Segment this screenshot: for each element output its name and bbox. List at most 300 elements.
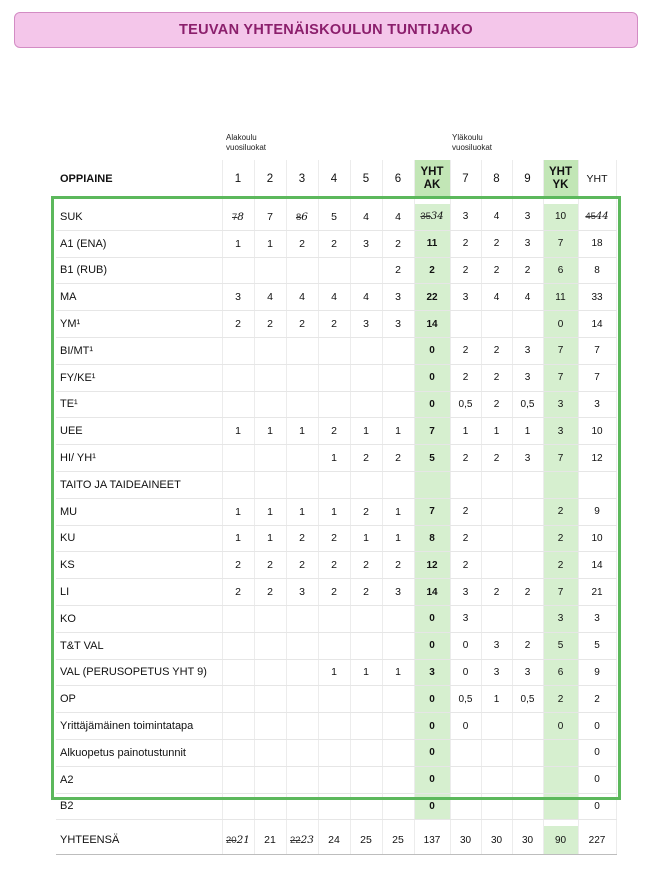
cell: 2 [318,311,350,338]
cell [350,257,382,284]
cell: 7 [578,364,616,391]
cell [254,391,286,418]
cell: 2 [481,579,512,606]
cell: 2 [481,230,512,257]
cell [481,766,512,793]
cell: 2 [382,552,414,579]
cell: 4 [481,284,512,311]
cell [414,204,450,230]
cell [481,311,512,338]
cell: 3 [450,284,481,311]
cell: 2 [481,364,512,391]
cell [382,391,414,418]
cell: 0,5 [450,391,481,418]
cell: 2 [286,525,318,552]
cell [382,713,414,740]
header-grade-1: 1 [222,160,254,198]
cell: 3 [543,391,578,418]
table-row [56,579,616,606]
cell: 18 [578,230,616,257]
cell: 0 [578,793,616,820]
cell [350,391,382,418]
cell [382,605,414,632]
cell [543,471,578,498]
cell [286,659,318,686]
cell: 33 [578,284,616,311]
cell: 3 [512,204,543,230]
cell [286,793,318,820]
cell: 9 [578,498,616,525]
subject-name: YM¹ [56,311,222,338]
cell: 4 [481,204,512,230]
cell: 0,5 [512,391,543,418]
cell: 7 [254,204,286,230]
cell: 2 [254,552,286,579]
table-row [56,364,616,391]
header-grade-5: 5 [350,160,382,198]
page-title: TEUVAN YHTENÄISKOULUN TUNTIJAKO [179,22,473,38]
cell: 2 [481,391,512,418]
cell: 2 [318,579,350,606]
header-yht: YHT [578,160,616,198]
cell [512,713,543,740]
cell: 4 [350,204,382,230]
total-row [56,826,616,855]
cell: 2 [450,552,481,579]
cell: 2 [450,337,481,364]
subject-name: T&T VAL [56,632,222,659]
table-row [56,257,616,284]
cell [286,364,318,391]
cell [222,793,254,820]
cell: 0 [414,713,450,740]
cell [382,766,414,793]
cell: 5 [414,445,450,472]
cell: 3 [350,230,382,257]
cell: 2 [382,445,414,472]
cell: 1 [254,230,286,257]
cell: 3 [222,284,254,311]
cell: 0 [450,713,481,740]
cell: 3 [382,284,414,311]
cell [318,471,350,498]
cell: 0 [414,739,450,766]
cell: 22 [414,284,450,311]
cell [318,391,350,418]
cell: 2 [450,498,481,525]
cell [350,364,382,391]
cell: 3 [481,659,512,686]
cell: 1 [286,498,318,525]
cell: 2 [450,364,481,391]
cell: 2 [481,257,512,284]
ylakoulu-group-label [452,133,492,153]
ylakoulu-sublabel: vuosiluokat [452,143,493,152]
cell: 1 [222,418,254,445]
cell: 0 [450,659,481,686]
table-row [56,766,616,793]
cell [286,686,318,713]
cell: 1 [382,418,414,445]
cell: 1 [222,525,254,552]
cell [382,471,414,498]
total-cell: 24 [318,826,350,855]
cell [318,257,350,284]
cell: 2 [512,632,543,659]
cell [578,471,616,498]
cell [350,337,382,364]
subject-name: HI/ YH¹ [56,445,222,472]
cell [318,766,350,793]
header-yht-ak [414,160,450,198]
header-grade-6: 6 [382,160,414,198]
subject-name: A1 (ENA) [56,230,222,257]
cell: 3 [382,311,414,338]
subject-name: Alkuopetus painotustunnit [56,739,222,766]
cell [382,686,414,713]
cell: 6 [543,659,578,686]
subject-name: FY/KE¹ [56,364,222,391]
cell: 2 [222,552,254,579]
cell: 2 [222,311,254,338]
subject-name: TE¹ [56,391,222,418]
cell: 10 [543,204,578,230]
cell: 2 [481,445,512,472]
crossed-out-value: 20 [226,835,237,847]
cell [286,204,318,230]
table-row [56,552,616,579]
crossed-out-value: 45 [585,211,596,223]
cell [512,311,543,338]
cell [481,713,512,740]
cell: 1 [382,498,414,525]
cell: 2 [350,498,382,525]
cell [350,766,382,793]
cell: 2 [318,418,350,445]
cell [222,391,254,418]
cell [578,204,616,230]
cell [254,686,286,713]
cell: 1 [382,659,414,686]
cell [350,739,382,766]
cell: 3 [382,579,414,606]
header-grade-7: 7 [450,160,481,198]
table-row [56,498,616,525]
subject-name: TAITO JA TAIDEAINEET [56,471,222,498]
cell: 0 [414,632,450,659]
cell [286,826,318,855]
crossed-out-value: 7 [232,211,238,223]
cell: 3 [450,204,481,230]
cell [350,605,382,632]
cell: 1 [350,659,382,686]
cell [286,632,318,659]
cell: 0 [414,391,450,418]
header-yht-ak-line1: YHT [420,165,444,178]
cell [414,471,450,498]
cell [350,632,382,659]
subject-name: VAL (PERUSOPETUS YHT 9) [56,659,222,686]
subject-name: KU [56,525,222,552]
table-row [56,391,616,418]
cell: 1 [350,525,382,552]
subject-name: LI [56,579,222,606]
cell [382,364,414,391]
cell [318,739,350,766]
cell: 12 [414,552,450,579]
cell: 2 [350,552,382,579]
handwritten-correction: 44 [595,211,609,223]
cell: 10 [578,418,616,445]
cell [286,471,318,498]
cell [543,793,578,820]
cell: 1 [286,418,318,445]
cell: 2 [543,525,578,552]
cell: 2 [543,498,578,525]
table-row [56,337,616,364]
cell: 1 [512,418,543,445]
table-row [56,204,616,230]
cell [254,605,286,632]
cell: 7 [543,445,578,472]
cell [286,337,318,364]
cell: 2 [450,230,481,257]
table-row [56,284,616,311]
table-row [56,713,616,740]
cell [350,471,382,498]
total-cell: 30 [450,826,481,855]
table-row [56,525,616,552]
cell: 12 [578,445,616,472]
header-yht-ak-line2: AK [423,178,441,191]
cell [254,659,286,686]
cell [543,739,578,766]
cell: 4 [318,284,350,311]
cell [254,793,286,820]
cell: 0 [414,686,450,713]
handwritten-correction: 23 [300,834,314,847]
cell: 7 [414,418,450,445]
cell [512,471,543,498]
cell: 2 [382,257,414,284]
cell: 0 [578,713,616,740]
cell [450,793,481,820]
cell: 1 [318,498,350,525]
cell: 0 [578,739,616,766]
cell: 14 [578,311,616,338]
subject-name: OP [56,686,222,713]
table-row [56,632,616,659]
cell [222,605,254,632]
cell: 1 [382,525,414,552]
cell [318,337,350,364]
handwritten-correction: 21 [236,834,250,847]
subject-name: KO [56,605,222,632]
cell: 2 [254,579,286,606]
cell [254,257,286,284]
cell: 4 [382,204,414,230]
total-cell: 30 [481,826,512,855]
cell [286,391,318,418]
cell [481,525,512,552]
cell: 5 [543,632,578,659]
cell: 3 [512,659,543,686]
cell [254,445,286,472]
cell [382,793,414,820]
cell: 1 [318,659,350,686]
table-row [56,418,616,445]
cell: 3 [414,659,450,686]
cell: 0 [414,605,450,632]
cell [350,793,382,820]
total-cell: 30 [512,826,543,855]
cell: 2 [543,552,578,579]
header-grade-4: 4 [318,160,350,198]
cell: 3 [543,418,578,445]
total-cell: 227 [578,826,616,855]
table-row [56,605,616,632]
cell: 0 [578,766,616,793]
cell [222,471,254,498]
cell [382,632,414,659]
lesson-distribution-table [56,160,617,855]
cell: 1 [481,686,512,713]
cell: 2 [512,257,543,284]
cell: 3 [450,605,481,632]
cell: 4 [350,284,382,311]
crossed-out-value: 8 [296,211,302,223]
table-row [56,739,616,766]
header-yht-yk [543,160,578,198]
header-grade-9: 9 [512,160,543,198]
cell [318,632,350,659]
cell [543,766,578,793]
cell [286,739,318,766]
cell: 1 [254,418,286,445]
cell: 1 [222,498,254,525]
cell: 1 [254,498,286,525]
subject-name: SUK [56,204,222,230]
cell: 9 [578,659,616,686]
cell [450,311,481,338]
cell: 2 [578,686,616,713]
cell [222,337,254,364]
cell: 3 [481,632,512,659]
subject-name: A2 [56,766,222,793]
cell: 3 [450,579,481,606]
cell [222,445,254,472]
cell: 0 [414,793,450,820]
cell: 2 [512,579,543,606]
cell: 3 [286,579,318,606]
cell [481,793,512,820]
cell [450,471,481,498]
table-row [56,445,616,472]
table-row [56,686,616,713]
cell: 11 [414,230,450,257]
cell: 2 [350,579,382,606]
cell: 0,5 [512,686,543,713]
cell: 2 [254,311,286,338]
cell [318,793,350,820]
cell: 2 [286,552,318,579]
subject-name: Yrittäjämäinen toimintatapa [56,713,222,740]
cell: 0 [414,766,450,793]
cell: 1 [318,445,350,472]
cell [512,605,543,632]
cell: 14 [578,552,616,579]
crossed-out-value: 22 [290,835,301,847]
cell: 7 [543,230,578,257]
cell [350,713,382,740]
cell: 2 [450,257,481,284]
cell: 0 [414,364,450,391]
cell [512,498,543,525]
cell [512,793,543,820]
cell [481,605,512,632]
cell [254,739,286,766]
cell: 0 [414,337,450,364]
cell: 2 [450,445,481,472]
subject-name: B2 [56,793,222,820]
cell: 4 [512,284,543,311]
header-grade-8: 8 [481,160,512,198]
alakoulu-group-label [226,133,266,153]
cell: 2 [222,579,254,606]
header-grade-2: 2 [254,160,286,198]
cell: 11 [543,284,578,311]
cell: 7 [578,337,616,364]
cell: 3 [578,605,616,632]
cell: 1 [450,418,481,445]
handwritten-correction: 8 [237,210,244,223]
cell [286,445,318,472]
subject-name: B1 (RUB) [56,257,222,284]
cell [254,364,286,391]
cell [512,525,543,552]
cell: 0 [450,632,481,659]
cell [222,766,254,793]
title-banner [14,12,638,48]
cell [512,739,543,766]
subject-name: KS [56,552,222,579]
cell: 2 [318,230,350,257]
cell: 2 [286,311,318,338]
header-subject: OPPIAINE [56,160,222,198]
cell: 2 [318,552,350,579]
cell: 3 [350,311,382,338]
cell: 2 [450,525,481,552]
handwritten-correction: 6 [301,210,308,223]
handwritten-correction: 34 [430,211,444,223]
cell: 14 [414,579,450,606]
header-yht-yk-line1: YHT [549,165,572,178]
cell: 2 [414,257,450,284]
cell [222,713,254,740]
cell: 21 [578,579,616,606]
cell [481,471,512,498]
cell [222,659,254,686]
total-cell: 25 [382,826,414,855]
cell [286,605,318,632]
cell: 8 [578,257,616,284]
cell: 3 [512,230,543,257]
cell [318,605,350,632]
cell: 7 [543,364,578,391]
header-yht-yk-line2: YK [552,178,569,191]
cell [382,739,414,766]
cell: 2 [382,230,414,257]
